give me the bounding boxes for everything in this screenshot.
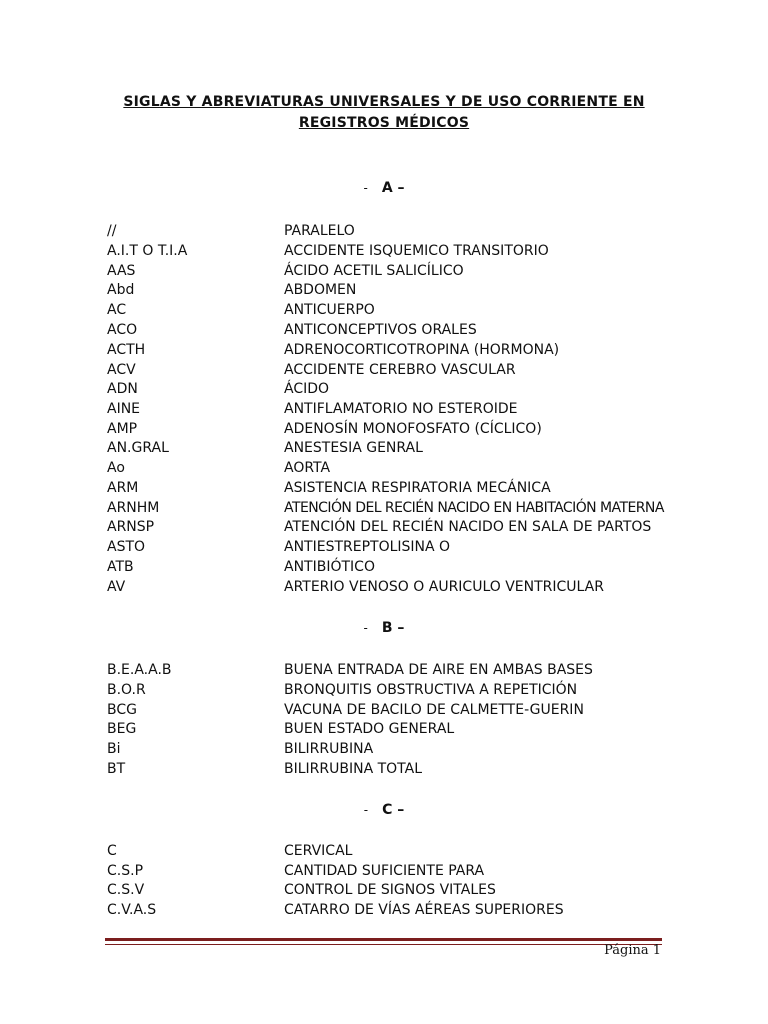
list-item xyxy=(0,537,768,557)
list-item xyxy=(0,861,768,881)
title-line-1: SIGLAS Y ABREVIATURAS UNIVERSALES Y DE USO CORRIENTE EN xyxy=(123,94,645,110)
abbreviation: AINE xyxy=(107,401,141,417)
meaning: CATARRO DE VÍAS AÉREAS SUPERIORES xyxy=(284,902,564,918)
list-item xyxy=(0,498,768,518)
list-item xyxy=(0,399,768,419)
list-item xyxy=(0,900,768,920)
meaning: ÁCIDO ACETIL SALICÍLICO xyxy=(284,263,464,279)
abbreviation: C.S.P xyxy=(107,863,144,879)
list-item xyxy=(0,340,768,360)
page-number: Página 1 xyxy=(604,943,661,958)
abbreviation: Ao xyxy=(107,460,125,476)
footer-rule xyxy=(105,938,662,941)
list-item xyxy=(0,517,768,537)
heading-dash: - xyxy=(363,803,369,817)
meaning: ARTERIO VENOSO O AURICULO VENTRICULAR xyxy=(284,579,604,595)
list-item xyxy=(0,221,768,241)
abbreviation: Abd xyxy=(107,282,135,298)
list-item xyxy=(0,680,768,700)
heading-letter: C – xyxy=(382,802,405,818)
meaning: ABDOMEN xyxy=(284,282,357,298)
list-item xyxy=(0,261,768,281)
abbreviation: AN.GRAL xyxy=(107,440,169,456)
list-item xyxy=(0,458,768,478)
abbreviation: // xyxy=(107,223,117,239)
abbreviation: ACV xyxy=(107,362,136,378)
list-item xyxy=(0,739,768,759)
document-title xyxy=(100,92,668,134)
meaning: BRONQUITIS OBSTRUCTIVA A REPETICIÓN xyxy=(284,682,578,698)
abbreviation: ARNSP xyxy=(107,519,155,535)
list-item xyxy=(0,577,768,597)
list-item xyxy=(0,880,768,900)
abbreviation: C.S.V xyxy=(107,882,145,898)
list-item xyxy=(0,379,768,399)
abbreviation: AAS xyxy=(107,263,136,279)
meaning: VACUNA DE BACILO DE CALMETTE-GUERIN xyxy=(284,702,584,718)
section-heading-c xyxy=(0,802,768,818)
meaning: ACCIDENTE ISQUEMICO TRANSITORIO xyxy=(284,243,549,259)
meaning: ANTIBIÓTICO xyxy=(284,559,375,575)
abbreviation: ARM xyxy=(107,480,139,496)
meaning: ATENCIÓN DEL RECIÉN NACIDO EN HABITACIÓN MATERNA xyxy=(284,500,664,516)
abbreviation: BEG xyxy=(107,721,137,737)
meaning: ANTICONCEPTIVOS ORALES xyxy=(284,322,477,338)
abbreviation: ACO xyxy=(107,322,138,338)
list-item xyxy=(0,241,768,261)
section-heading-b xyxy=(0,620,768,636)
meaning: PARALELO xyxy=(284,223,355,239)
abbreviation: ARNHM xyxy=(107,500,160,516)
meaning: AORTA xyxy=(284,460,331,476)
meaning: ASISTENCIA RESPIRATORIA MECÁNICA xyxy=(284,480,551,496)
abbreviation: ATB xyxy=(107,559,134,575)
abbreviation: BT xyxy=(107,761,126,777)
meaning: BUENA ENTRADA DE AIRE EN AMBAS BASES xyxy=(284,662,593,678)
heading-dash: - xyxy=(363,181,368,195)
list-item xyxy=(0,700,768,720)
list-item xyxy=(0,280,768,300)
meaning: ANTICUERPO xyxy=(284,302,375,318)
abbreviation: ASTO xyxy=(107,539,146,555)
abbreviation: A.I.T O T.I.A xyxy=(107,243,188,259)
list-item xyxy=(0,719,768,739)
abbreviation: B.E.A.A.B xyxy=(107,662,172,678)
section-heading-a xyxy=(0,180,768,196)
abbreviation: C.V.A.S xyxy=(107,902,157,918)
title-line-2: REGISTROS MÉDICOS xyxy=(298,115,470,131)
list-item xyxy=(0,557,768,577)
list-item xyxy=(0,478,768,498)
heading-letter: A – xyxy=(381,180,405,196)
list-item xyxy=(0,300,768,320)
meaning: CANTIDAD SUFICIENTE PARA xyxy=(284,863,485,879)
meaning: ATENCIÓN DEL RECIÉN NACIDO EN SALA DE PARTOS xyxy=(284,519,652,535)
meaning: ADRENOCORTICOTROPINA (HORMONA) xyxy=(284,342,560,358)
meaning: ADENOSÍN MONOFOSFATO (CÍCLICO) xyxy=(284,421,542,437)
abbreviation: BCG xyxy=(107,702,137,718)
meaning: ANESTESIA GENRAL xyxy=(284,440,423,456)
abbreviation: AC xyxy=(107,302,127,318)
meaning: CONTROL DE SIGNOS VITALES xyxy=(284,882,496,898)
abbreviation: ACTH xyxy=(107,342,146,358)
heading-letter: B – xyxy=(381,620,405,636)
list-item xyxy=(0,759,768,779)
abbreviation: AV xyxy=(107,579,126,595)
meaning: ÁCIDO xyxy=(284,381,330,397)
meaning: ANTIFLAMATORIO NO ESTEROIDE xyxy=(284,401,518,417)
abbreviation: Bi xyxy=(107,741,121,757)
list-item xyxy=(0,419,768,439)
meaning: BUEN ESTADO GENERAL xyxy=(284,721,455,737)
abbreviation: B.O.R xyxy=(107,682,146,698)
meaning: ANTIESTREPTOLISINA O xyxy=(284,539,451,555)
heading-dash: - xyxy=(363,621,368,635)
list-item xyxy=(0,660,768,680)
abbreviation: C xyxy=(107,843,117,859)
list-item xyxy=(0,841,768,861)
list-item xyxy=(0,438,768,458)
list-item xyxy=(0,320,768,340)
meaning: BILIRRUBINA xyxy=(284,741,374,757)
meaning: CERVICAL xyxy=(284,843,353,859)
abbreviation: ADN xyxy=(107,381,138,397)
meaning: BILIRRUBINA TOTAL xyxy=(284,761,423,777)
meaning: ACCIDENTE CEREBRO VASCULAR xyxy=(284,362,516,378)
abbreviation: AMP xyxy=(107,421,138,437)
list-item xyxy=(0,360,768,380)
